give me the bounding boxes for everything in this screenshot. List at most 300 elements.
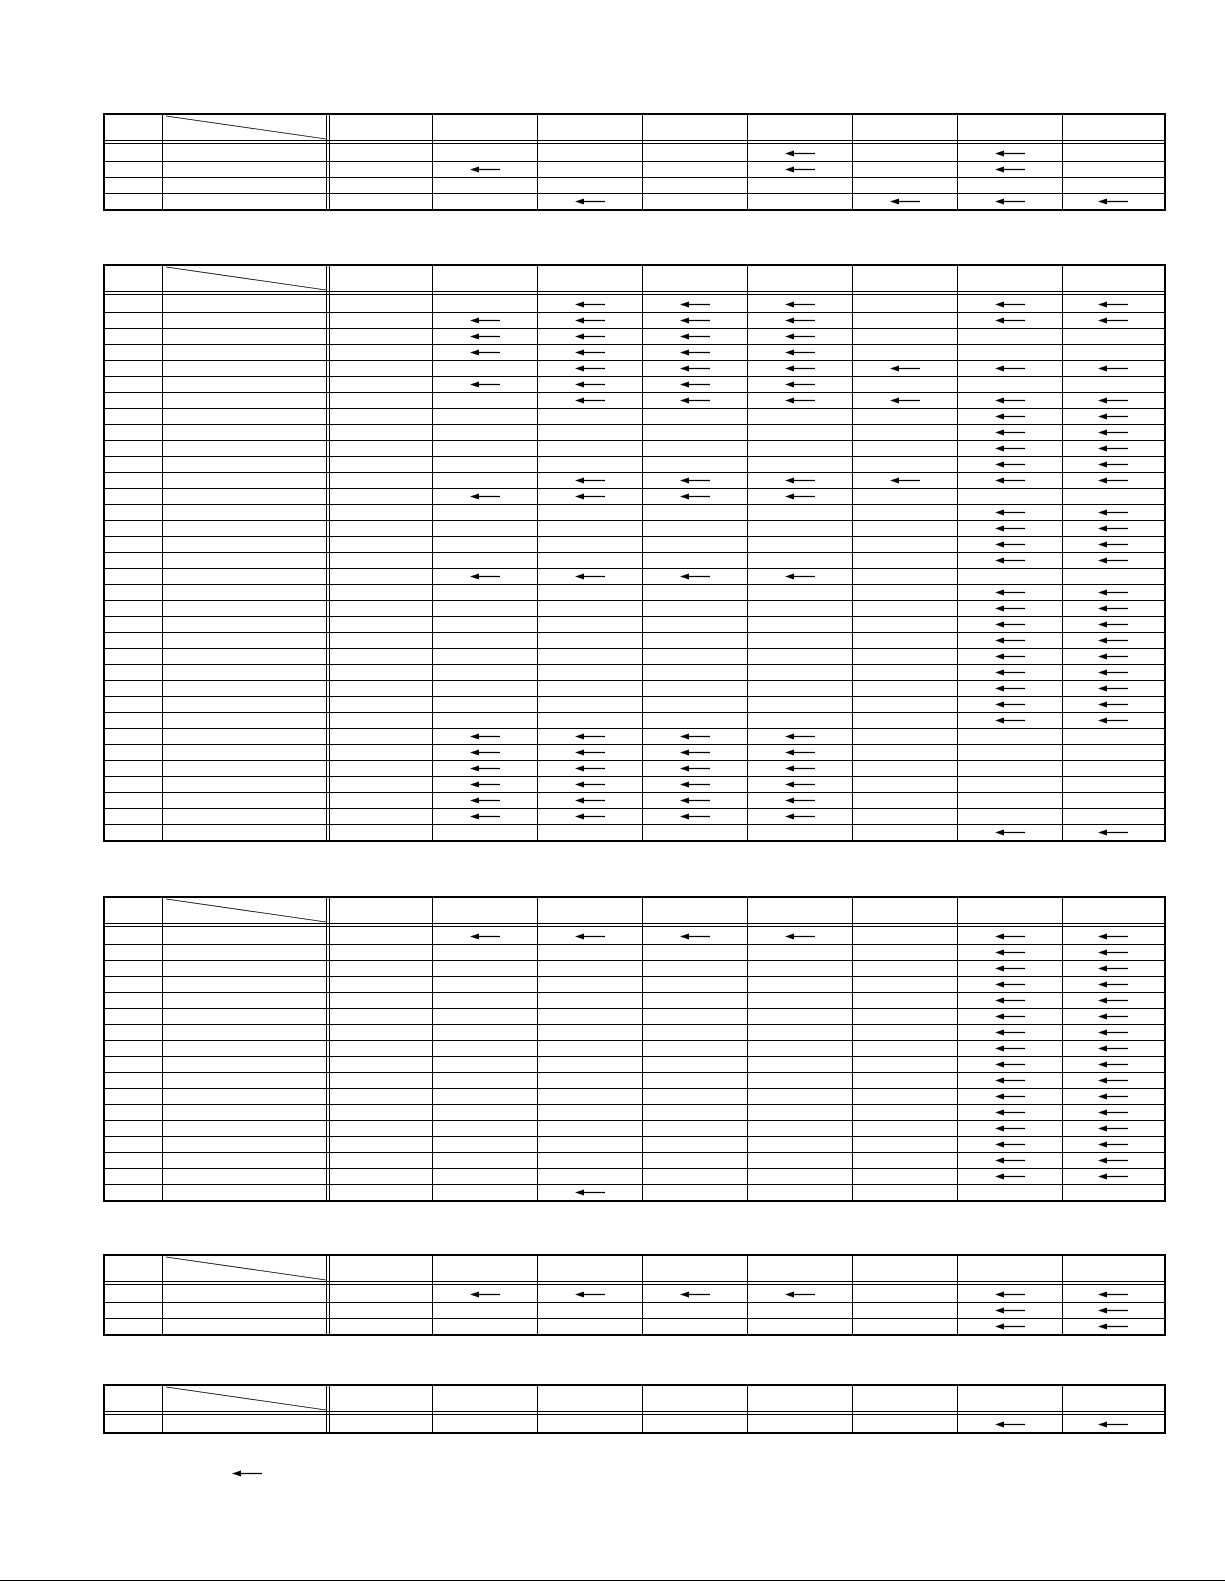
row-divider <box>105 424 1164 425</box>
left-arrow-icon <box>470 765 500 772</box>
left-arrow-icon <box>1098 445 1128 452</box>
left-arrow-icon <box>1098 965 1128 972</box>
table-4 <box>103 1254 1166 1336</box>
header-rule <box>105 291 1164 292</box>
left-arrow-icon <box>995 1029 1025 1036</box>
left-arrow-icon <box>575 573 605 580</box>
left-arrow-icon <box>1098 301 1128 308</box>
left-arrow-icon <box>785 493 815 500</box>
left-arrow-icon <box>1098 198 1128 205</box>
left-arrow-icon <box>995 541 1025 548</box>
left-arrow-icon <box>1098 477 1128 484</box>
row-divider <box>105 712 1164 713</box>
row-divider <box>105 488 1164 489</box>
left-arrow-icon <box>995 413 1025 420</box>
left-arrow-icon <box>470 349 500 356</box>
table-row <box>105 1024 1164 1040</box>
table-row <box>105 360 1164 376</box>
left-arrow-icon <box>1098 541 1128 548</box>
left-arrow-icon <box>995 1323 1025 1330</box>
table-row <box>105 600 1164 616</box>
left-arrow-icon <box>785 765 815 772</box>
row-divider <box>105 536 1164 537</box>
table-row <box>105 616 1164 632</box>
row-divider <box>105 808 1164 809</box>
table-row <box>105 728 1164 744</box>
left-arrow-icon <box>575 349 605 356</box>
left-arrow-icon <box>1098 669 1128 676</box>
row-divider <box>105 616 1164 617</box>
left-arrow-icon <box>785 749 815 756</box>
left-arrow-icon <box>1098 557 1128 564</box>
left-arrow-icon <box>995 301 1025 308</box>
left-arrow-icon <box>470 493 500 500</box>
table-row <box>105 392 1164 408</box>
left-arrow-icon <box>995 1109 1025 1116</box>
table-row <box>105 193 1164 209</box>
left-arrow-icon <box>1098 1157 1128 1164</box>
table-row <box>105 312 1164 328</box>
left-arrow-icon <box>1098 933 1128 940</box>
header-rule <box>105 140 1164 141</box>
left-arrow-icon <box>1098 637 1128 644</box>
left-arrow-icon <box>470 733 500 740</box>
left-arrow-icon <box>995 1421 1025 1428</box>
left-arrow-icon <box>680 333 710 340</box>
table-row <box>105 1120 1164 1136</box>
left-arrow-icon <box>785 1291 815 1298</box>
left-arrow-icon <box>995 997 1025 1004</box>
left-arrow-icon <box>680 1291 710 1298</box>
table-row <box>105 177 1164 193</box>
left-arrow-icon <box>1098 701 1128 708</box>
left-arrow-icon <box>995 1291 1025 1298</box>
left-arrow-icon <box>680 573 710 580</box>
table-row <box>105 808 1164 824</box>
row-divider <box>105 792 1164 793</box>
table-row <box>105 1318 1164 1334</box>
row-divider <box>105 408 1164 409</box>
left-arrow-icon <box>680 381 710 388</box>
row-divider <box>105 520 1164 521</box>
table-row <box>105 1104 1164 1120</box>
left-arrow-icon <box>575 397 605 404</box>
left-arrow-icon <box>890 365 920 372</box>
left-arrow-icon <box>1098 829 1128 836</box>
left-arrow-icon <box>1098 605 1128 612</box>
left-arrow-icon <box>995 933 1025 940</box>
left-arrow-icon <box>995 557 1025 564</box>
left-arrow-icon <box>680 477 710 484</box>
table-row <box>105 744 1164 760</box>
left-arrow-icon <box>1098 1173 1128 1180</box>
left-arrow-icon <box>995 461 1025 468</box>
row-divider <box>105 312 1164 313</box>
row-divider <box>105 193 1164 194</box>
table-row <box>105 552 1164 568</box>
table-row <box>105 1302 1164 1318</box>
row-divider <box>105 1136 1164 1137</box>
table-row <box>105 520 1164 536</box>
row-divider <box>105 696 1164 697</box>
table-row <box>105 712 1164 728</box>
left-arrow-icon <box>785 381 815 388</box>
table-row <box>105 456 1164 472</box>
row-divider <box>105 664 1164 665</box>
left-arrow-icon <box>1098 717 1128 724</box>
table-row <box>105 568 1164 584</box>
left-arrow-icon <box>995 949 1025 956</box>
row-divider <box>105 648 1164 649</box>
left-arrow-icon <box>785 797 815 804</box>
row-divider <box>105 344 1164 345</box>
left-arrow-icon <box>995 1157 1025 1164</box>
table-row <box>105 760 1164 776</box>
left-arrow-icon <box>680 781 710 788</box>
table-row <box>105 824 1164 840</box>
left-arrow-icon <box>995 166 1025 173</box>
row-divider <box>105 1072 1164 1073</box>
legend-left-arrow-icon <box>232 1470 262 1477</box>
header-diagonal <box>162 1256 326 1281</box>
left-arrow-icon <box>575 365 605 372</box>
table-row <box>105 1008 1164 1024</box>
left-arrow-icon <box>1098 997 1128 1004</box>
left-arrow-icon <box>1098 1093 1128 1100</box>
table-row <box>105 408 1164 424</box>
left-arrow-icon <box>785 166 815 173</box>
table-row <box>105 296 1164 312</box>
row-divider <box>105 177 1164 178</box>
left-arrow-icon <box>1098 1109 1128 1116</box>
left-arrow-icon <box>995 1093 1025 1100</box>
row-divider <box>105 1056 1164 1057</box>
row-divider <box>105 161 1164 162</box>
left-arrow-icon <box>785 365 815 372</box>
table-row <box>105 1184 1164 1200</box>
row-divider <box>105 600 1164 601</box>
table-row <box>105 696 1164 712</box>
left-arrow-icon <box>1098 429 1128 436</box>
left-arrow-icon <box>785 477 815 484</box>
left-arrow-icon <box>575 381 605 388</box>
left-arrow-icon <box>680 749 710 756</box>
table-row <box>105 1286 1164 1302</box>
left-arrow-icon <box>995 981 1025 988</box>
left-arrow-icon <box>995 317 1025 324</box>
left-arrow-icon <box>680 317 710 324</box>
left-arrow-icon <box>1098 413 1128 420</box>
left-arrow-icon <box>785 933 815 940</box>
header-diagonal <box>162 898 326 923</box>
left-arrow-icon <box>1098 317 1128 324</box>
left-arrow-icon <box>575 493 605 500</box>
left-arrow-icon <box>680 765 710 772</box>
left-arrow-icon <box>785 781 815 788</box>
table-2 <box>103 264 1166 842</box>
left-arrow-icon <box>470 166 500 173</box>
header-rule <box>105 1411 1164 1412</box>
table-row <box>105 328 1164 344</box>
row-divider <box>105 1152 1164 1153</box>
left-arrow-icon <box>995 429 1025 436</box>
left-arrow-icon <box>1098 1029 1128 1036</box>
table-5 <box>103 1384 1166 1434</box>
left-arrow-icon <box>575 797 605 804</box>
left-arrow-icon <box>1098 653 1128 660</box>
left-arrow-icon <box>575 317 605 324</box>
row-divider <box>105 824 1164 825</box>
table-row <box>105 1088 1164 1104</box>
table-row <box>105 944 1164 960</box>
left-arrow-icon <box>680 349 710 356</box>
left-arrow-icon <box>785 301 815 308</box>
left-arrow-icon <box>575 933 605 940</box>
table-row <box>105 960 1164 976</box>
left-arrow-icon <box>680 797 710 804</box>
table-row <box>105 1416 1164 1432</box>
row-divider <box>105 440 1164 441</box>
table-row <box>105 161 1164 177</box>
table-3 <box>103 896 1166 1202</box>
left-arrow-icon <box>575 733 605 740</box>
row-divider <box>105 328 1164 329</box>
left-arrow-icon <box>470 781 500 788</box>
table-row <box>105 992 1164 1008</box>
left-arrow-icon <box>680 933 710 940</box>
row-divider <box>105 1008 1164 1009</box>
left-arrow-icon <box>995 1141 1025 1148</box>
left-arrow-icon <box>1098 981 1128 988</box>
row-divider <box>105 552 1164 553</box>
left-arrow-icon <box>470 333 500 340</box>
row-divider <box>105 568 1164 569</box>
left-arrow-icon <box>470 317 500 324</box>
left-arrow-icon <box>785 397 815 404</box>
left-arrow-icon <box>995 621 1025 628</box>
left-arrow-icon <box>890 477 920 484</box>
left-arrow-icon <box>470 1291 500 1298</box>
left-arrow-icon <box>995 509 1025 516</box>
left-arrow-icon <box>680 813 710 820</box>
left-arrow-icon <box>785 333 815 340</box>
table-row <box>105 376 1164 392</box>
left-arrow-icon <box>1098 1141 1128 1148</box>
left-arrow-icon <box>1098 1077 1128 1084</box>
table-row <box>105 504 1164 520</box>
left-arrow-icon <box>470 933 500 940</box>
left-arrow-icon <box>680 365 710 372</box>
left-arrow-icon <box>470 381 500 388</box>
row-divider <box>105 456 1164 457</box>
left-arrow-icon <box>575 813 605 820</box>
table-row <box>105 632 1164 648</box>
table-row <box>105 664 1164 680</box>
left-arrow-icon <box>1098 1421 1128 1428</box>
left-arrow-icon <box>995 717 1025 724</box>
table-row <box>105 648 1164 664</box>
left-arrow-icon <box>1098 509 1128 516</box>
row-divider <box>105 1040 1164 1041</box>
left-arrow-icon <box>995 965 1025 972</box>
left-arrow-icon <box>1098 365 1128 372</box>
left-arrow-icon <box>995 397 1025 404</box>
row-divider <box>105 1184 1164 1185</box>
row-divider <box>105 992 1164 993</box>
left-arrow-icon <box>995 637 1025 644</box>
row-divider <box>105 960 1164 961</box>
left-arrow-icon <box>575 477 605 484</box>
left-arrow-icon <box>995 701 1025 708</box>
header-rule <box>105 143 1164 144</box>
left-arrow-icon <box>995 605 1025 612</box>
left-arrow-icon <box>785 150 815 157</box>
table-row <box>105 424 1164 440</box>
left-arrow-icon <box>1098 685 1128 692</box>
left-arrow-icon <box>575 333 605 340</box>
left-arrow-icon <box>995 1173 1025 1180</box>
row-divider <box>105 392 1164 393</box>
header-rule <box>105 923 1164 924</box>
left-arrow-icon <box>785 813 815 820</box>
table-row <box>105 776 1164 792</box>
left-arrow-icon <box>995 829 1025 836</box>
row-divider <box>105 944 1164 945</box>
header-rule <box>105 294 1164 295</box>
table-row <box>105 1040 1164 1056</box>
left-arrow-icon <box>785 349 815 356</box>
row-divider <box>105 760 1164 761</box>
row-divider <box>105 1120 1164 1121</box>
row-divider <box>105 976 1164 977</box>
left-arrow-icon <box>995 589 1025 596</box>
header-rule <box>105 926 1164 927</box>
table-row <box>105 1152 1164 1168</box>
left-arrow-icon <box>995 669 1025 676</box>
left-arrow-icon <box>785 573 815 580</box>
row-divider <box>105 360 1164 361</box>
row-divider <box>105 776 1164 777</box>
left-arrow-icon <box>575 781 605 788</box>
header-diagonal <box>162 266 326 291</box>
header-rule <box>105 1284 1164 1285</box>
left-arrow-icon <box>995 150 1025 157</box>
left-arrow-icon <box>680 301 710 308</box>
left-arrow-icon <box>995 445 1025 452</box>
row-divider <box>105 472 1164 473</box>
left-arrow-icon <box>995 1061 1025 1068</box>
left-arrow-icon <box>1098 397 1128 404</box>
left-arrow-icon <box>995 198 1025 205</box>
table-row <box>105 145 1164 161</box>
left-arrow-icon <box>470 749 500 756</box>
left-arrow-icon <box>575 301 605 308</box>
row-divider <box>105 744 1164 745</box>
left-arrow-icon <box>995 1307 1025 1314</box>
left-arrow-icon <box>995 1045 1025 1052</box>
table-row <box>105 1168 1164 1184</box>
left-arrow-icon <box>995 477 1025 484</box>
header-diagonal <box>162 115 326 140</box>
left-arrow-icon <box>785 317 815 324</box>
row-divider <box>105 1168 1164 1169</box>
left-arrow-icon <box>470 573 500 580</box>
left-arrow-icon <box>995 1013 1025 1020</box>
left-arrow-icon <box>1098 1125 1128 1132</box>
row-divider <box>105 1088 1164 1089</box>
table-row <box>105 1056 1164 1072</box>
table-1 <box>103 113 1166 211</box>
left-arrow-icon <box>995 1125 1025 1132</box>
row-divider <box>105 584 1164 585</box>
left-arrow-icon <box>1098 621 1128 628</box>
left-arrow-icon <box>470 797 500 804</box>
row-divider <box>105 1318 1164 1319</box>
left-arrow-icon <box>890 198 920 205</box>
left-arrow-icon <box>995 653 1025 660</box>
table-row <box>105 488 1164 504</box>
left-arrow-icon <box>1098 949 1128 956</box>
left-arrow-icon <box>680 733 710 740</box>
left-arrow-icon <box>680 493 710 500</box>
left-arrow-icon <box>575 1189 605 1196</box>
row-divider <box>105 632 1164 633</box>
left-arrow-icon <box>1098 1013 1128 1020</box>
left-arrow-icon <box>995 365 1025 372</box>
left-arrow-icon <box>890 397 920 404</box>
table-row <box>105 680 1164 696</box>
left-arrow-icon <box>785 733 815 740</box>
table-row <box>105 928 1164 944</box>
left-arrow-icon <box>575 765 605 772</box>
row-divider <box>105 1024 1164 1025</box>
table-row <box>105 1072 1164 1088</box>
left-arrow-icon <box>1098 461 1128 468</box>
table-row <box>105 584 1164 600</box>
table-row <box>105 976 1164 992</box>
table-row <box>105 536 1164 552</box>
row-divider <box>105 1104 1164 1105</box>
left-arrow-icon <box>1098 1307 1128 1314</box>
left-arrow-icon <box>995 1077 1025 1084</box>
row-divider <box>105 728 1164 729</box>
left-arrow-icon <box>1098 1045 1128 1052</box>
left-arrow-icon <box>1098 1323 1128 1330</box>
row-divider <box>105 1302 1164 1303</box>
table-row <box>105 440 1164 456</box>
header-diagonal <box>162 1386 326 1411</box>
left-arrow-icon <box>995 525 1025 532</box>
left-arrow-icon <box>1098 1291 1128 1298</box>
left-arrow-icon <box>1098 589 1128 596</box>
left-arrow-icon <box>680 397 710 404</box>
row-divider <box>105 376 1164 377</box>
header-rule <box>105 1414 1164 1415</box>
left-arrow-icon <box>995 685 1025 692</box>
row-divider <box>105 680 1164 681</box>
left-arrow-icon <box>575 198 605 205</box>
table-row <box>105 344 1164 360</box>
left-arrow-icon <box>470 813 500 820</box>
row-divider <box>105 504 1164 505</box>
left-arrow-icon <box>575 749 605 756</box>
header-rule <box>105 1281 1164 1282</box>
left-arrow-icon <box>1098 1061 1128 1068</box>
table-row <box>105 1136 1164 1152</box>
table-row <box>105 472 1164 488</box>
table-row <box>105 792 1164 808</box>
page-footer-rule <box>0 1580 1225 1581</box>
